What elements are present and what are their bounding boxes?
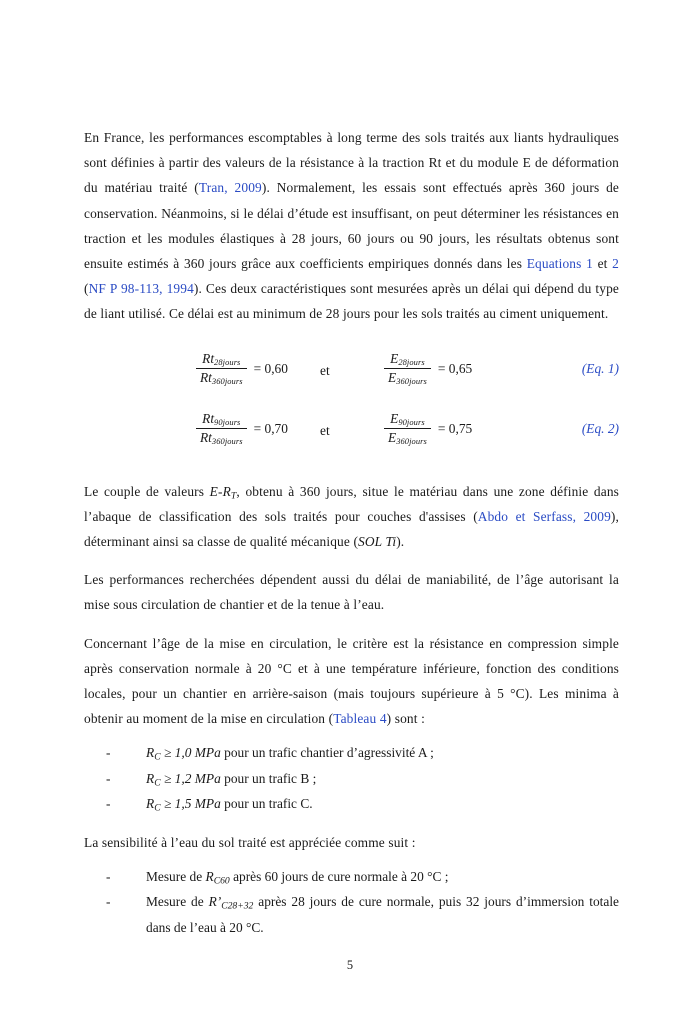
text-segment: ). (396, 534, 405, 550)
equation-1-left (196, 351, 288, 388)
denominator-base: E (388, 370, 397, 386)
page-number: 5 (346, 958, 354, 972)
measure-prefix: Mesure de (146, 894, 209, 910)
symbol-e: E (209, 483, 218, 499)
list-water-sensitivity (84, 864, 619, 940)
numerator-subscript: 28jours (214, 356, 241, 367)
text-segment: ( (84, 281, 89, 297)
criterion-description: pour un trafic B ; (220, 770, 317, 786)
fraction-denominator (196, 429, 247, 447)
equation-1-right (384, 351, 472, 388)
dash-marker: - (106, 770, 111, 786)
list-item-content (146, 740, 619, 765)
text-segment: Le couple de valeurs (84, 483, 210, 499)
fraction-denominator (384, 369, 431, 387)
list-item (84, 889, 619, 939)
symbol-rc60: R (205, 869, 214, 885)
text-segment: ), déterminant ainsi sa classe de qualité mécanique ( (84, 508, 619, 550)
equation-value: = 0,75 (437, 420, 473, 436)
denominator-base: E (388, 430, 397, 446)
list-item (84, 791, 619, 816)
symbol-rc: R (146, 745, 155, 761)
numerator-subscript: 28jours (398, 356, 425, 367)
text-segment: Concernant l’âge de la mise en circulation, le critère est la résistance en compression simple après conservation normale à 20 °C et à une température inférieure, fonction des conditions locales, pour un chantier en arrière-saison (mais toujours supérieure à 5 °C). Les minima à obtenir au moment de la mise en circulation ( (84, 635, 619, 727)
numerator-base: Rt (202, 350, 215, 366)
text-segment: , obtenu à 360 jours, situe le matériau dans une zone définie dans l’abaque de classification des sols traités pour couches d'assises ( (84, 483, 620, 524)
dash-marker: - (106, 869, 111, 885)
dash-marker: - (106, 795, 111, 811)
text-segment: ). Normalement, les essais sont effectués après 360 jours de conservation. Néanmoins, si le délai d’étude est insuffisant, on peut déterminer les résistances en traction et les modules élastiques à 28 jours, 60 jours ou 90 jours, les résultats obtenus sont ensuite estimés à 360 jours grâce aux coefficients empiriques donnés dans les (84, 180, 620, 272)
criterion-formula: ≥ 1,5 MPa (160, 795, 221, 811)
fraction-numerator (196, 351, 247, 370)
symbol-rc-subscript: C (154, 802, 161, 814)
cross-ref-link-tableau4[interactable]: Tableau 4 (333, 711, 387, 727)
denominator-subscript: 360jours (396, 376, 427, 387)
numerator-subscript: 90jours (398, 416, 425, 427)
numerator-base: Rt (202, 410, 215, 426)
list-item (84, 766, 619, 791)
list-item-content (146, 889, 619, 939)
criterion-description: pour un trafic C. (220, 795, 313, 811)
list-item (84, 740, 619, 765)
symbol-rc-subscript: C (154, 777, 161, 789)
citation-link-abdo-serfass[interactable]: Abdo et Serfass, 2009 (477, 508, 611, 524)
symbol-dash: - (217, 483, 223, 499)
fraction-e-28-360 (384, 351, 431, 388)
list-item-content (146, 791, 619, 816)
text-segment: En France, les performances escomptables à long terme des sols traités aux liants hydrauliques sont définies à partir des valeurs de la résistance à la traction Rt et du module E de déformation du matériau traité ( (84, 130, 619, 196)
text-segment: et (592, 256, 613, 272)
paragraph-france-performances (84, 125, 619, 327)
cross-ref-link-equations1[interactable]: Equations 1 (526, 256, 593, 272)
fraction-numerator (384, 351, 431, 370)
fraction-denominator (196, 369, 247, 387)
equation-2-right (384, 411, 472, 448)
numerator-subscript: 90jours (214, 416, 241, 427)
measure-prefix: Mesure de (146, 869, 206, 885)
symbol-rc-subscript: C (154, 752, 161, 764)
list-traffic-criteria (84, 740, 619, 816)
equation-2-left (196, 411, 288, 448)
fraction-denominator (384, 429, 431, 447)
paragraph-sensibilite-eau: La sensibilité à l’eau du sol traité est appréciée comme suit : (84, 835, 416, 851)
list-item-content (146, 864, 619, 889)
text-segment: ) sont : (386, 711, 425, 727)
symbol-r-subscript: T (230, 490, 237, 502)
criterion-description: pour un trafic chantier d’agressivité A ; (220, 745, 434, 761)
criterion-formula: ≥ 1,2 MPa (160, 770, 221, 786)
term-sol-ti: SOL Ti (358, 534, 397, 550)
equation-value: = 0,60 (253, 360, 288, 376)
measure-description: après 60 jours de cure normale à 20 °C ; (229, 869, 449, 885)
symbol-rprime-c2832-subscript: C28+32 (221, 901, 254, 913)
measure-description: après 28 jours de cure normale, puis 32 jours d’immersion totale dans de l’eau à 20 °C. (146, 894, 619, 935)
equation-value: = 0,70 (253, 420, 288, 436)
dash-marker: - (106, 745, 111, 761)
equation-value: = 0,65 (437, 360, 473, 376)
equation-label-2[interactable]: (Eq. 2) (581, 420, 619, 436)
symbol-rc60-subscript: C60 (213, 875, 230, 887)
paragraph-performances-recherchees: Les performances recherchées dépendent aussi du délai de maniabilité, de l’âge autorisant la mise sous circulation de chantier et de la tenue à l’eau. (84, 572, 619, 613)
fraction-numerator (384, 411, 431, 430)
numerator-base: E (390, 350, 399, 366)
symbol-rc: R (146, 770, 155, 786)
criterion-formula: ≥ 1,0 MPa (160, 745, 221, 761)
symbol-rc: R (146, 795, 155, 811)
dash-marker: - (106, 894, 111, 910)
fraction-rt-28-360 (196, 351, 247, 388)
denominator-base: Rt (200, 430, 212, 446)
cross-ref-link-equation2[interactable]: 2 (612, 256, 619, 272)
denominator-subscript: 360jours (396, 436, 427, 447)
citation-link-nfp98113[interactable]: NF P 98-113, 1994 (88, 281, 194, 297)
paragraph-couple-valeurs (84, 479, 619, 555)
symbol-rprime-c2832: R’ (208, 894, 222, 910)
denominator-subscript: 360jours (211, 436, 243, 447)
equation-row-2 (84, 409, 619, 465)
text-segment: ). Ces deux caractéristiques sont mesurées après un délai qui dépend du type de liant utilisé. Ce délai est au minimum de 28 jours pour les sols traités au ciment uniquement. (84, 281, 619, 322)
symbol-r: R (222, 483, 231, 499)
list-item (84, 864, 619, 889)
numerator-base: E (390, 410, 399, 426)
equation-row-1 (84, 349, 619, 405)
equation-connector: et (320, 362, 330, 378)
list-item-content (146, 766, 619, 791)
paragraph-age-mise-circulation (84, 631, 619, 732)
denominator-subscript: 360jours (211, 376, 243, 387)
equation-label-1[interactable]: (Eq. 1) (581, 360, 619, 376)
equation-connector: et (320, 422, 330, 438)
fraction-e-90-360 (384, 411, 431, 448)
citation-link-tran[interactable]: Tran, 2009 (198, 180, 262, 196)
fraction-rt-90-360 (196, 411, 247, 448)
denominator-base: Rt (200, 370, 212, 386)
fraction-numerator (196, 411, 247, 430)
